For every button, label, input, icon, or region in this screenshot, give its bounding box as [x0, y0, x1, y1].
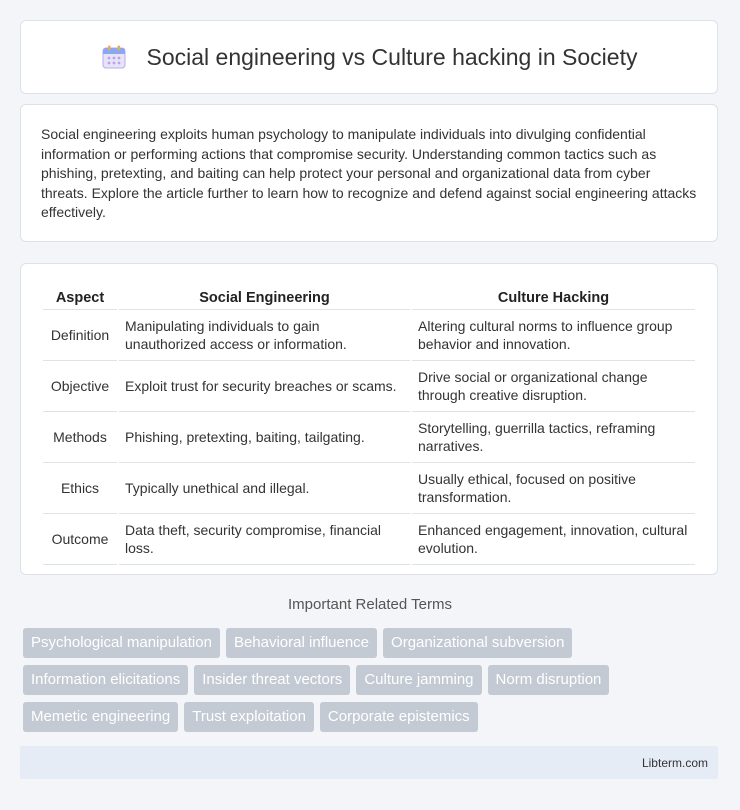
- social-engineering-cell: Typically unethical and illegal.: [119, 463, 410, 514]
- aspect-cell: Definition: [43, 310, 117, 361]
- related-term-tag[interactable]: Norm disruption: [488, 665, 610, 695]
- header-culture-hacking: Culture Hacking: [412, 284, 695, 310]
- table-row: [43, 514, 695, 565]
- aspect-cell: Methods: [43, 412, 117, 463]
- related-terms-list: [23, 628, 703, 732]
- table-row: [43, 412, 695, 463]
- related-terms-title: Important Related Terms: [288, 596, 452, 613]
- culture-hacking-cell: Enhanced engagement, innovation, cultural evolution.: [412, 514, 695, 565]
- social-engineering-cell: Data theft, security compromise, financial loss.: [119, 514, 410, 565]
- related-term-tag[interactable]: Behavioral influence: [226, 628, 377, 658]
- header-aspect: Aspect: [43, 284, 117, 310]
- calendar-icon: [101, 44, 127, 70]
- culture-hacking-cell: Usually ethical, focused on positive transformation.: [412, 463, 695, 514]
- table-header-row: [43, 284, 695, 310]
- related-term-tag[interactable]: Psychological manipulation: [23, 628, 220, 658]
- related-term-tag[interactable]: Organizational subversion: [383, 628, 572, 658]
- related-term-tag[interactable]: Culture jamming: [356, 665, 481, 695]
- related-term-tag[interactable]: Trust exploitation: [184, 702, 314, 732]
- comparison-table: [41, 284, 697, 565]
- related-term-tag[interactable]: Memetic engineering: [23, 702, 178, 732]
- table-row: [43, 310, 695, 361]
- culture-hacking-cell: Storytelling, guerrilla tactics, reframing narratives.: [412, 412, 695, 463]
- table-row: [43, 463, 695, 514]
- footer: [20, 746, 718, 779]
- aspect-cell: Objective: [43, 361, 117, 412]
- related-term-tag[interactable]: Insider threat vectors: [194, 665, 350, 695]
- title-wrap: [101, 44, 638, 71]
- aspect-cell: Outcome: [43, 514, 117, 565]
- culture-hacking-cell: Drive social or organizational change through creative disruption.: [412, 361, 695, 412]
- intro-text: Social engineering exploits human psychology to manipulate individuals into divulging confidential information or performing actions that compromise security. Understanding common tactics such as phishing, pretexting, and baiting can help protect your personal and organizational data from cyber threats. Explore the article further to learn how to recognize and defend against social engineering attacks effectively.: [41, 126, 697, 220]
- comparison-table-card: [20, 263, 718, 575]
- table-row: [43, 361, 695, 412]
- social-engineering-cell: Exploit trust for security breaches or scams.: [119, 361, 410, 412]
- footer-site-link[interactable]: Libterm.com: [641, 755, 708, 770]
- social-engineering-cell: Phishing, pretexting, baiting, tailgating.: [119, 412, 410, 463]
- related-term-tag[interactable]: Information elicitations: [23, 665, 188, 695]
- page-title: Social engineering vs Culture hacking in Society: [146, 43, 638, 70]
- intro-card: [20, 104, 718, 242]
- social-engineering-cell: Manipulating individuals to gain unauthorized access or information.: [119, 310, 410, 361]
- culture-hacking-cell: Altering cultural norms to influence group behavior and innovation.: [412, 310, 695, 361]
- header-social-engineering: Social Engineering: [119, 284, 410, 310]
- aspect-cell: Ethics: [43, 463, 117, 514]
- header-card: [20, 20, 718, 94]
- related-term-tag[interactable]: Corporate epistemics: [320, 702, 478, 732]
